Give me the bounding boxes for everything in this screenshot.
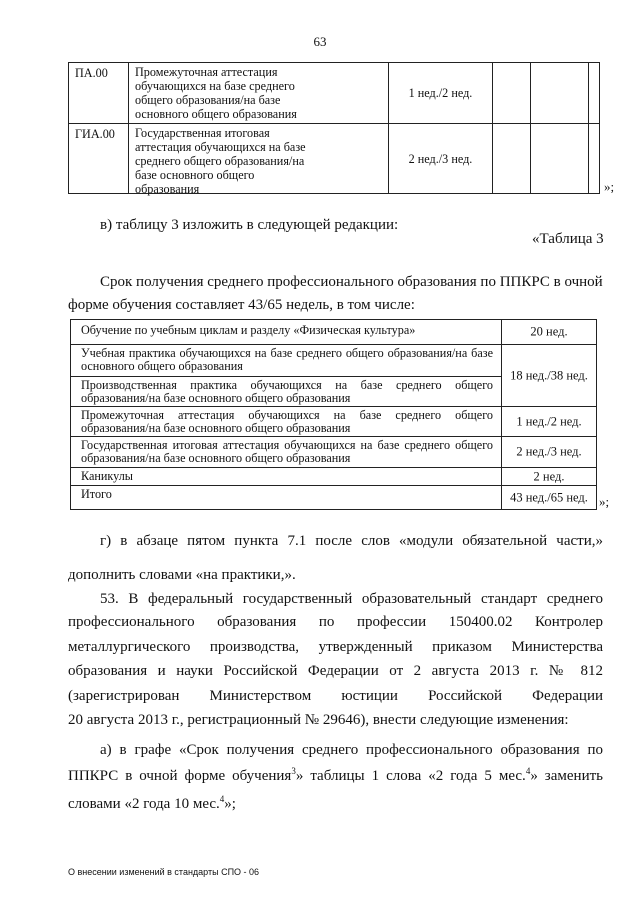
item-a-line-2: ППКРС в очной форме обучения$^3$» таблицы 1 слова «2 года 5 мес.$^4$» заменить <box>68 766 603 784</box>
item-a-line-1: а) в графе «Срок получения среднего профессионального образования по <box>100 742 603 758</box>
para53-line: 20 августа 2013 г., регистрационный № 29646), внести следующие изменения: <box>68 712 569 728</box>
table-closing-quote: »; <box>604 179 615 194</box>
empty-cell <box>589 124 601 193</box>
item-g-line-2: дополнить словами «на практики,». <box>68 567 296 583</box>
para53-line: образования и науки Российской Федерации от 2 августа 2013 г. № 812 <box>68 663 603 679</box>
duration-cell: 2 нед./3 нед. <box>501 436 596 467</box>
page-number: 63 <box>313 34 327 49</box>
row-code: ПА.00 <box>69 63 129 123</box>
table-row: Учебная практика обучающихся на базе среднего общего образования/на базе основного общего образования <box>71 344 501 376</box>
row-name: Промежуточная аттестация обучающихся на базе среднего общего образования/на базе основного общего образования <box>129 63 389 123</box>
row-duration: 2 нед./3 нед. <box>389 124 493 193</box>
duration-cell: 18 нед./38 нед. <box>501 344 596 406</box>
duration-cell: 2 нед. <box>501 467 596 485</box>
table-row: Обучение по учебным циклам и разделу «Физическая культура» <box>81 323 416 337</box>
table3-label: «Таблица 3 <box>532 231 604 247</box>
para53-line: профессионального образования по профессии 150400.02 Контролер <box>68 614 603 630</box>
duration-cell: 1 нед./2 нед. <box>501 406 596 436</box>
table-row <box>68 123 600 194</box>
table-row: Государственная итоговая аттестация обучающихся на базе среднего общего образования/на базе основного общего образования <box>71 436 501 467</box>
item-g-line-1: г) в абзаце пятом пункта 7.1 после слов «модули обязательной части,» <box>100 533 603 549</box>
intro-line-1: Срок получения среднего профессионального образования по ППКРС в очной <box>100 274 603 290</box>
table-row: Промежуточная аттестация обучающихся на базе среднего общего образования/на базе основного общего образования <box>71 406 501 436</box>
para53-line: (зарегистрирован Министерством юстиции Российской Федерации <box>68 688 603 704</box>
footer-note: О внесении изменений в стандарты СПО - 06 <box>68 867 260 877</box>
item-a-line-3: словами «2 года 10 мес.$^4$»; <box>68 794 236 812</box>
empty-cell <box>493 63 531 123</box>
empty-cell <box>589 63 601 123</box>
table-row: Каникулы <box>71 467 501 485</box>
empty-cell <box>493 124 531 193</box>
empty-cell <box>531 124 589 193</box>
intro-line-2: форме обучения составляет 43/65 недель, в том числе: <box>68 297 415 313</box>
item-v-text: в) таблицу 3 изложить в следующей редакции: <box>100 217 399 233</box>
duration-cell: 43 нед./65 нед. <box>501 485 596 509</box>
para53-line: металлургического производства, утвержденный приказом Министерства <box>68 639 603 655</box>
table-closing-quote: »; <box>599 494 610 509</box>
row-name: Государственная итоговая аттестация обучающихся на базе среднего общего образования/на базе основного общего образования <box>129 124 389 193</box>
continuation-table <box>68 62 600 194</box>
table-row <box>68 62 600 124</box>
row-code: ГИА.00 <box>69 124 129 193</box>
table-row: Итого <box>71 485 501 509</box>
table-3 <box>70 319 597 510</box>
table-row: Производственная практика обучающихся на базе среднего общего образования/на базе основного общего образования <box>71 376 501 406</box>
para53-line: 53. В федеральный государственный образовательный стандарт среднего <box>100 591 603 607</box>
row-duration: 1 нед./2 нед. <box>389 63 493 123</box>
empty-cell <box>531 63 589 123</box>
duration-cell: 20 нед. <box>501 320 596 344</box>
